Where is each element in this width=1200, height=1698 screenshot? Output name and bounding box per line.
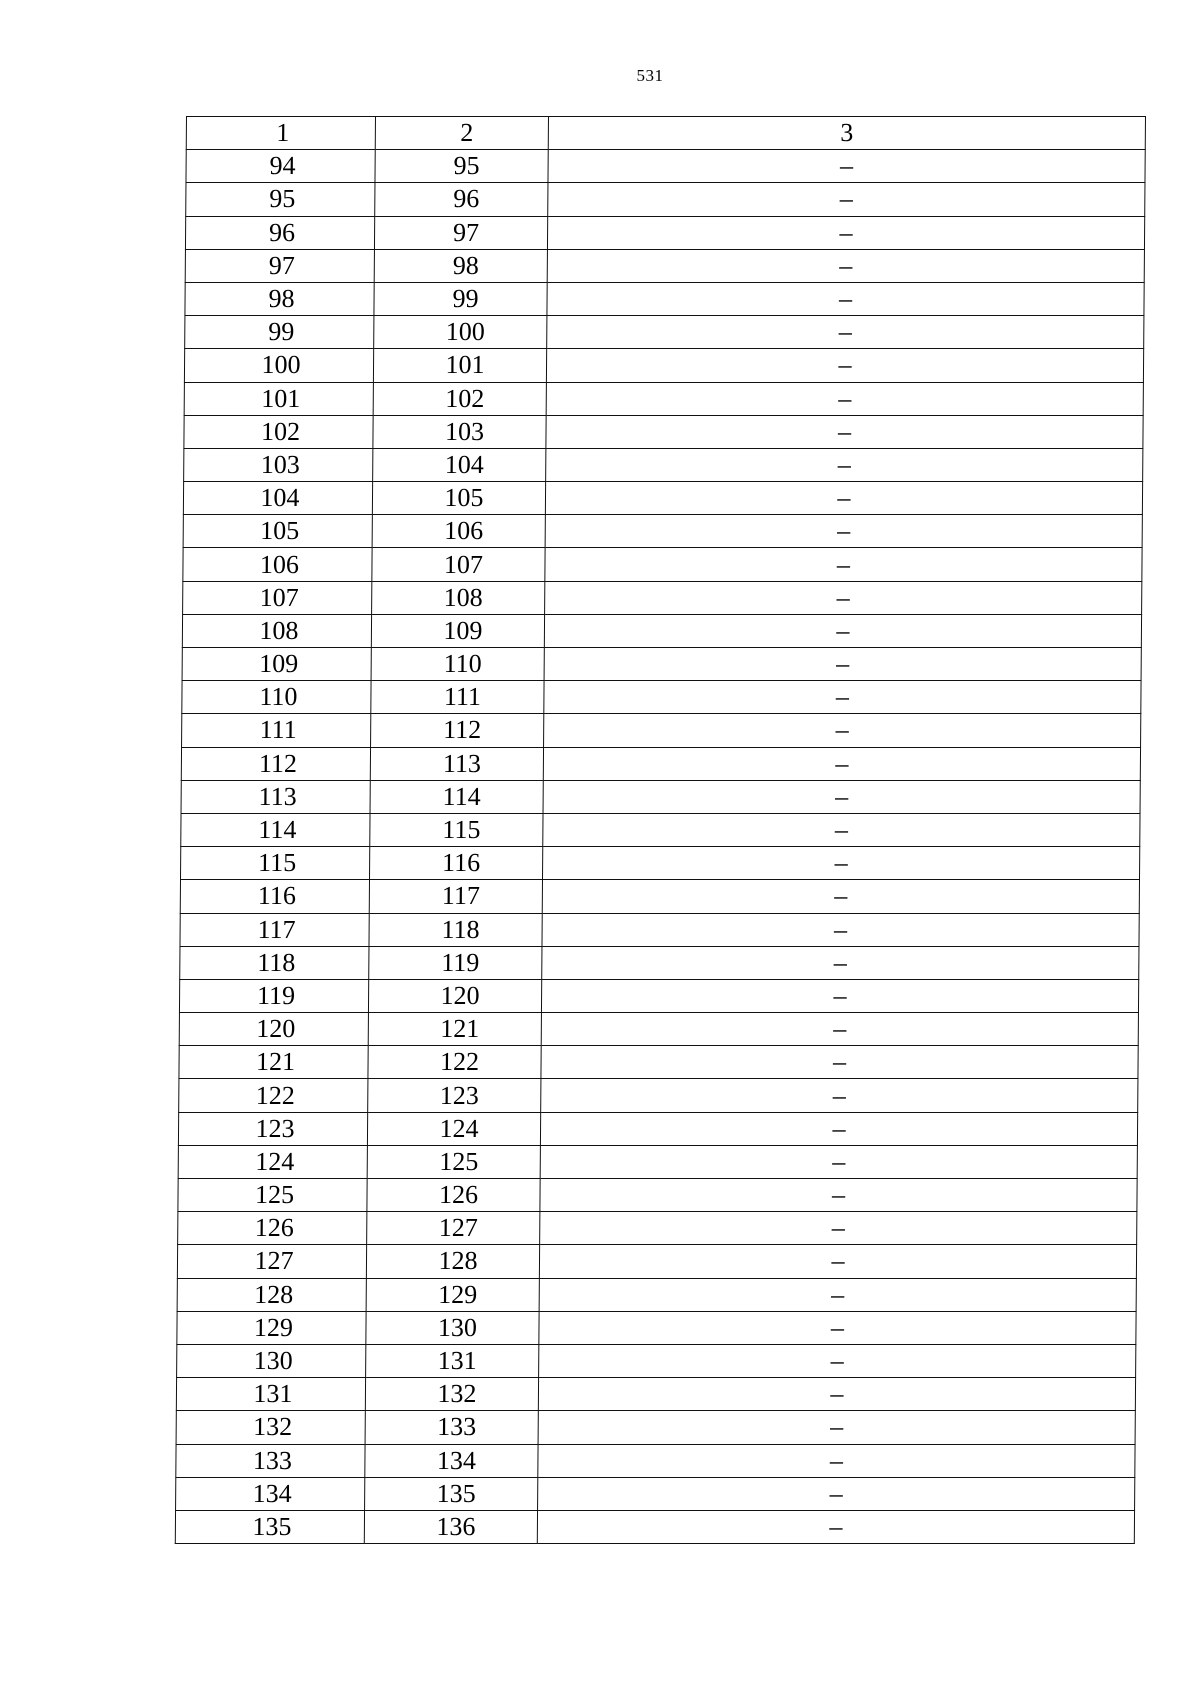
row-end-cell: 106: [372, 515, 545, 548]
table-row: [177, 1344, 1136, 1377]
table-row: [185, 316, 1144, 349]
row-end-cell: 101: [373, 349, 546, 382]
row-end-cell: 109: [371, 614, 544, 647]
row-start-cell: 128: [177, 1278, 366, 1311]
table-row: [177, 1245, 1136, 1278]
row-start-cell: 105: [183, 515, 372, 548]
row-start-cell: 131: [176, 1378, 365, 1411]
row-value-cell: –: [544, 614, 1141, 647]
row-end-cell: 113: [370, 747, 543, 780]
row-end-cell: 98: [374, 249, 547, 282]
row-start-cell: 130: [177, 1344, 366, 1377]
row-start-cell: 104: [183, 482, 372, 515]
row-start-cell: 135: [175, 1510, 364, 1543]
row-end-cell: 126: [367, 1179, 540, 1212]
row-start-cell: 100: [184, 349, 373, 382]
table-row: [183, 482, 1142, 515]
row-start-cell: 123: [178, 1112, 367, 1145]
table-row: [176, 1444, 1135, 1477]
table-row: [182, 681, 1141, 714]
row-end-cell: 133: [365, 1411, 538, 1444]
row-value-cell: –: [544, 714, 1141, 747]
row-value-cell: –: [540, 1112, 1137, 1145]
row-end-cell: 107: [372, 548, 545, 581]
table-row: [181, 780, 1140, 813]
row-start-cell: 126: [178, 1212, 367, 1245]
row-value-cell: –: [543, 747, 1140, 780]
row-start-cell: 133: [176, 1444, 365, 1477]
table-row: [185, 216, 1144, 249]
row-value-cell: –: [539, 1344, 1136, 1377]
row-start-cell: 107: [183, 581, 372, 614]
table-row: [186, 150, 1145, 183]
row-end-cell: 111: [371, 681, 544, 714]
table-row: [178, 1212, 1137, 1245]
row-value-cell: –: [539, 1311, 1136, 1344]
table-row: [183, 515, 1142, 548]
row-value-cell: –: [542, 880, 1139, 913]
row-value-cell: –: [540, 1212, 1137, 1245]
table-row: [180, 880, 1139, 913]
table-row: [176, 1378, 1135, 1411]
row-start-cell: 119: [179, 979, 368, 1012]
table-row: [177, 1278, 1136, 1311]
table-row: [178, 1112, 1137, 1145]
row-value-cell: –: [539, 1245, 1136, 1278]
row-end-cell: 110: [371, 648, 544, 681]
table-row: [184, 448, 1143, 481]
row-start-cell: 125: [178, 1179, 367, 1212]
table-row: [181, 847, 1140, 880]
header-cell-3: 3: [548, 117, 1145, 150]
row-end-cell: 123: [368, 1079, 541, 1112]
row-start-cell: 101: [184, 382, 373, 415]
row-start-cell: 113: [181, 780, 370, 813]
row-start-cell: 99: [185, 316, 374, 349]
row-value-cell: –: [541, 1046, 1138, 1079]
row-end-cell: 134: [365, 1444, 538, 1477]
table-row: [184, 382, 1143, 415]
table-header-row: [186, 117, 1145, 150]
row-start-cell: 95: [186, 183, 375, 216]
row-end-cell: 97: [374, 216, 547, 249]
row-start-cell: 118: [180, 946, 369, 979]
row-end-cell: 118: [369, 913, 542, 946]
table-row: [176, 1477, 1135, 1510]
row-end-cell: 129: [366, 1278, 539, 1311]
row-end-cell: 136: [364, 1510, 537, 1543]
row-end-cell: 108: [372, 581, 545, 614]
table-row: [185, 282, 1144, 315]
row-end-cell: 96: [375, 183, 548, 216]
row-value-cell: –: [542, 946, 1139, 979]
row-end-cell: 99: [374, 282, 547, 315]
row-start-cell: 121: [179, 1046, 368, 1079]
row-start-cell: 98: [185, 282, 374, 315]
row-value-cell: –: [545, 482, 1142, 515]
row-value-cell: –: [545, 515, 1142, 548]
table-row: [186, 183, 1145, 216]
table-row: [184, 349, 1143, 382]
row-end-cell: 112: [371, 714, 544, 747]
header-cell-1: 1: [186, 117, 375, 150]
row-end-cell: 128: [366, 1245, 539, 1278]
table-row: [181, 813, 1140, 846]
table-row: [182, 648, 1141, 681]
row-start-cell: 106: [183, 548, 372, 581]
row-end-cell: 119: [369, 946, 542, 979]
table-row: [178, 1179, 1137, 1212]
row-start-cell: 115: [181, 847, 370, 880]
table-row: [175, 1510, 1134, 1543]
row-start-cell: 129: [177, 1311, 366, 1344]
row-start-cell: 124: [178, 1145, 367, 1178]
page-number: 531: [636, 66, 664, 85]
row-value-cell: –: [547, 282, 1144, 315]
row-end-cell: 100: [374, 316, 547, 349]
row-value-cell: –: [538, 1411, 1135, 1444]
row-value-cell: –: [546, 415, 1143, 448]
data-table: [175, 116, 1146, 1544]
row-end-cell: 121: [368, 1013, 541, 1046]
table-container: [175, 116, 1145, 1544]
row-end-cell: 114: [370, 780, 543, 813]
row-end-cell: 102: [373, 382, 546, 415]
row-value-cell: –: [546, 382, 1143, 415]
row-value-cell: –: [538, 1477, 1135, 1510]
row-end-cell: 130: [366, 1311, 539, 1344]
row-start-cell: 111: [182, 714, 371, 747]
row-value-cell: –: [538, 1378, 1135, 1411]
row-end-cell: 135: [365, 1477, 538, 1510]
row-end-cell: 124: [367, 1112, 540, 1145]
table-row: [182, 614, 1141, 647]
row-start-cell: 127: [177, 1245, 366, 1278]
row-start-cell: 112: [181, 747, 370, 780]
row-value-cell: –: [541, 1013, 1138, 1046]
table-row: [184, 415, 1143, 448]
row-end-cell: 117: [369, 880, 542, 913]
row-end-cell: 105: [372, 482, 545, 515]
row-start-cell: 108: [182, 614, 371, 647]
row-value-cell: –: [544, 681, 1141, 714]
row-start-cell: 109: [182, 648, 371, 681]
row-value-cell: –: [542, 913, 1139, 946]
table-body: [175, 117, 1145, 1544]
row-start-cell: 116: [180, 880, 369, 913]
row-value-cell: –: [541, 1079, 1138, 1112]
row-value-cell: –: [540, 1145, 1137, 1178]
row-start-cell: 120: [179, 1013, 368, 1046]
row-value-cell: –: [543, 780, 1140, 813]
header-cell-2: 2: [375, 117, 548, 150]
table-row: [181, 747, 1140, 780]
row-value-cell: –: [546, 349, 1143, 382]
row-start-cell: 94: [186, 150, 375, 183]
table-row: [180, 913, 1139, 946]
row-end-cell: 104: [373, 448, 546, 481]
row-value-cell: –: [548, 183, 1145, 216]
row-end-cell: 131: [366, 1344, 539, 1377]
row-value-cell: –: [538, 1444, 1135, 1477]
row-start-cell: 114: [181, 813, 370, 846]
row-end-cell: 103: [373, 415, 546, 448]
row-end-cell: 127: [367, 1212, 540, 1245]
row-end-cell: 116: [370, 847, 543, 880]
row-start-cell: 103: [184, 448, 373, 481]
row-start-cell: 96: [185, 216, 374, 249]
row-start-cell: 134: [176, 1477, 365, 1510]
row-end-cell: 95: [375, 150, 548, 183]
row-value-cell: –: [537, 1510, 1134, 1543]
row-end-cell: 125: [367, 1145, 540, 1178]
row-value-cell: –: [547, 316, 1144, 349]
table-row: [179, 979, 1138, 1012]
row-start-cell: 122: [179, 1079, 368, 1112]
table-row: [185, 249, 1144, 282]
row-value-cell: –: [548, 150, 1145, 183]
table-row: [182, 714, 1141, 747]
table-row: [179, 1079, 1138, 1112]
row-start-cell: 117: [180, 913, 369, 946]
row-value-cell: –: [539, 1278, 1136, 1311]
row-value-cell: –: [541, 979, 1138, 1012]
table-row: [183, 581, 1142, 614]
row-value-cell: –: [540, 1179, 1137, 1212]
table-row: [178, 1145, 1137, 1178]
row-end-cell: 115: [370, 813, 543, 846]
row-end-cell: 132: [365, 1378, 538, 1411]
row-end-cell: 122: [368, 1046, 541, 1079]
table-row: [180, 946, 1139, 979]
table-row: [176, 1411, 1135, 1444]
table-row: [177, 1311, 1136, 1344]
row-value-cell: –: [547, 249, 1144, 282]
row-start-cell: 97: [185, 249, 374, 282]
table-row: [183, 548, 1142, 581]
table-row: [179, 1013, 1138, 1046]
row-start-cell: 110: [182, 681, 371, 714]
row-end-cell: 120: [368, 979, 541, 1012]
row-value-cell: –: [545, 548, 1142, 581]
row-start-cell: 132: [176, 1411, 365, 1444]
row-value-cell: –: [547, 216, 1144, 249]
row-start-cell: 102: [184, 415, 373, 448]
row-value-cell: –: [545, 581, 1142, 614]
table-row: [179, 1046, 1138, 1079]
row-value-cell: –: [543, 847, 1140, 880]
row-value-cell: –: [544, 648, 1141, 681]
row-value-cell: –: [543, 813, 1140, 846]
row-value-cell: –: [546, 448, 1143, 481]
